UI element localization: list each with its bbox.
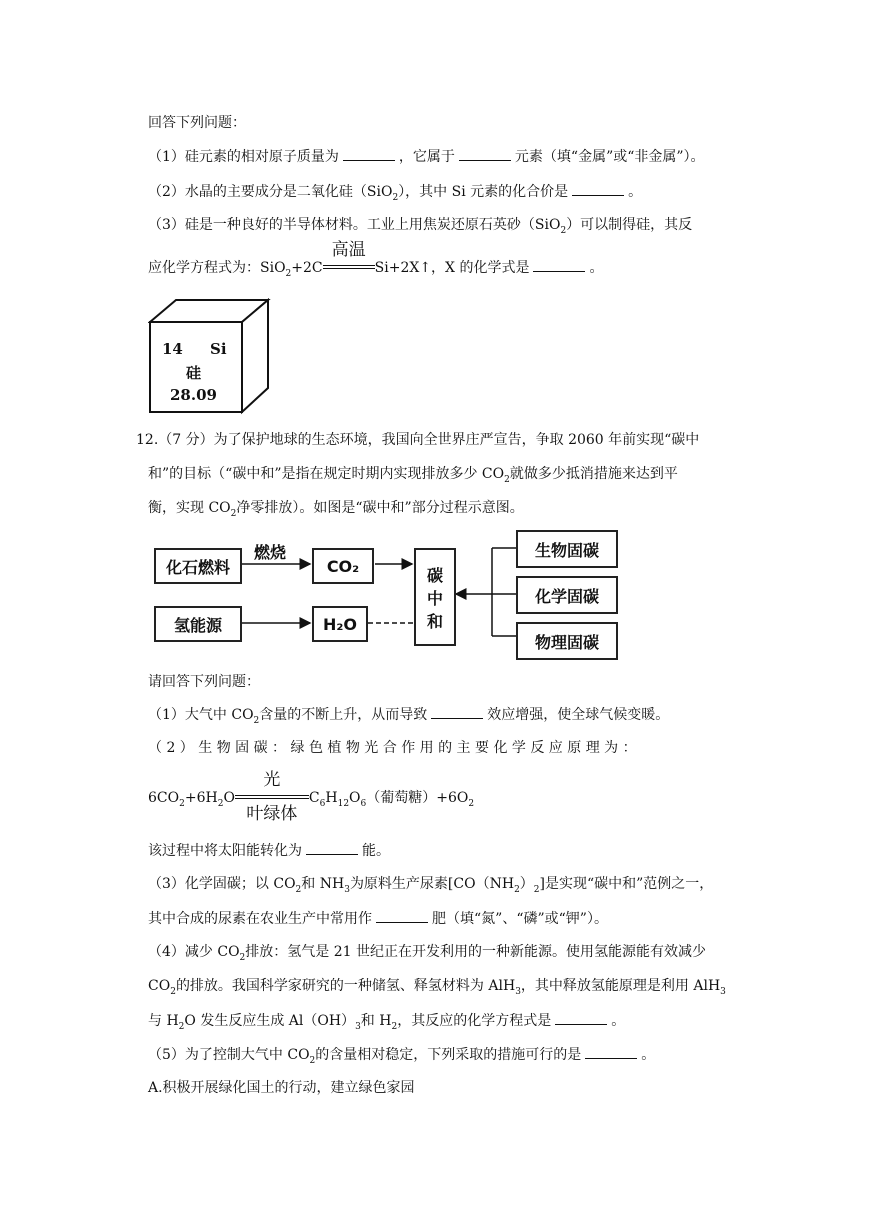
intro-text: 回答下列问题： (148, 115, 246, 131)
ask-text: 请回答下列问题： (148, 674, 260, 690)
element-symbol: Si (210, 340, 227, 358)
question-12-line2: 和”的目标（“碳中和”是指在规定时期内实现排放多少 $CO_2$就做多少抵消措施来达到平 (148, 466, 678, 485)
fossil-fuel-box: 化石燃料 (154, 548, 242, 584)
question-2: （2）水晶的主要成分是二氧化硅（SiO$_2$），其中 Si 元素的化合价是 。 (148, 181, 642, 208)
question-12-line1: 12.（7 分）为了保护地球的生态环境，我国向全世界庄严宣告，争取 2060 年前实现“碳中 (136, 432, 700, 448)
hydrogen-energy-box: 氢能源 (154, 606, 242, 642)
phys-carbon-box: 物理固碳 (516, 622, 618, 660)
answer-blank[interactable] (431, 704, 483, 719)
sub-question-4-line3: 与 $H_2O$ 发生反应生成 $Al(OH)_3$和 $H_2$，其反应的化学方程式是 。 (148, 1010, 625, 1037)
carbon-neutral-diagram (150, 528, 620, 660)
atomic-number: 14 (162, 340, 183, 358)
answer-blank[interactable] (585, 1044, 637, 1059)
bio-carbon-box: 生物固碳 (516, 530, 618, 568)
sub-question-5: （5）为了控制大气中 $CO_2$的含量相对稳定，下列采取的措施可行的是 。 (148, 1044, 655, 1071)
question-3-line1: （3）硅是一种良好的半导体材料。工业上用焦炭还原石英砂（SiO$_2$）可以制得硅，其反 (148, 217, 693, 236)
sub-question-4-line2: $CO_2$的排放。我国科学家研究的一种储氢、释氢材料为 AlH$_3$，其中释放氢能原理是利用 AlH$_3$ (148, 978, 726, 997)
question-12-line3: 衡，实现 $CO_2$净零排放）。如图是“碳中和”部分过程示意图。 (148, 500, 524, 519)
photosynthesis-equation: $6CO_2+6H_2O$ 光 叶绿体 $C_6H_{12}O_6$（葡萄糖）$+6O_2$ (148, 770, 475, 824)
answer-blank[interactable] (343, 146, 395, 161)
element-card (148, 298, 272, 418)
reaction-condition: 高温 (323, 258, 375, 272)
answer-blank[interactable] (459, 146, 511, 161)
sub-question-1: （1）大气中 $CO_2$含量的不断上升，从而导致 效应增强，使全球气候变暖。 (148, 704, 669, 731)
sub-question-3-line2: 其中合成的尿素在农业生产中常用作 肥（填“氮”、“磷”或“钾”）。 (148, 908, 608, 929)
answer-blank[interactable] (555, 1010, 607, 1025)
chem-carbon-box: 化学固碳 (516, 576, 618, 614)
burn-label: 燃烧 (254, 543, 287, 562)
answer-blank[interactable] (533, 257, 585, 272)
sub-question-4: （4）减少 $CO_2$排放：氢气是 21 世纪正在开发利用的一种新能源。使用氢能源能有效减少 (148, 944, 706, 963)
co2-box: CO₂ (312, 548, 374, 584)
question-1: （1）硅元素的相对原子质量为 ，它属于 元素（填“金属”或“非金属”）。 (148, 146, 705, 167)
answer-blank[interactable] (572, 181, 624, 196)
answer-blank[interactable] (376, 908, 428, 923)
element-name: 硅 (186, 364, 202, 382)
reaction-condition: 光 叶绿体 (235, 788, 309, 802)
question-3-equation: 应化学方程式为：SiO$_2$+2C 高温 Si+2X↑，X 的化学式是 。 (148, 240, 604, 279)
answer-blank[interactable] (306, 840, 358, 855)
h2o-box: H₂O (312, 606, 368, 642)
sub-question-2: （ 2 ） 生 物 固 碳 ： 绿 色 植 物 光 合 作 用 的 主 要 化 学 反 应 原 理 为 ： (148, 740, 637, 756)
carbon-neutral-box: 碳 中 和 (414, 548, 456, 646)
atomic-mass: 28.09 (170, 386, 217, 404)
sub-question-3: （3）化学固碳；以 $CO_2$和 $NH_3$为原料生产尿素$[CO(NH_2)_2]$是实现“碳中和”范例之一， (148, 876, 714, 895)
sub-question-2-energy: 该过程中将太阳能转化为 能。 (148, 840, 390, 861)
option-a: A.积极开展绿化国土的行动，建立绿色家园 (148, 1080, 415, 1096)
